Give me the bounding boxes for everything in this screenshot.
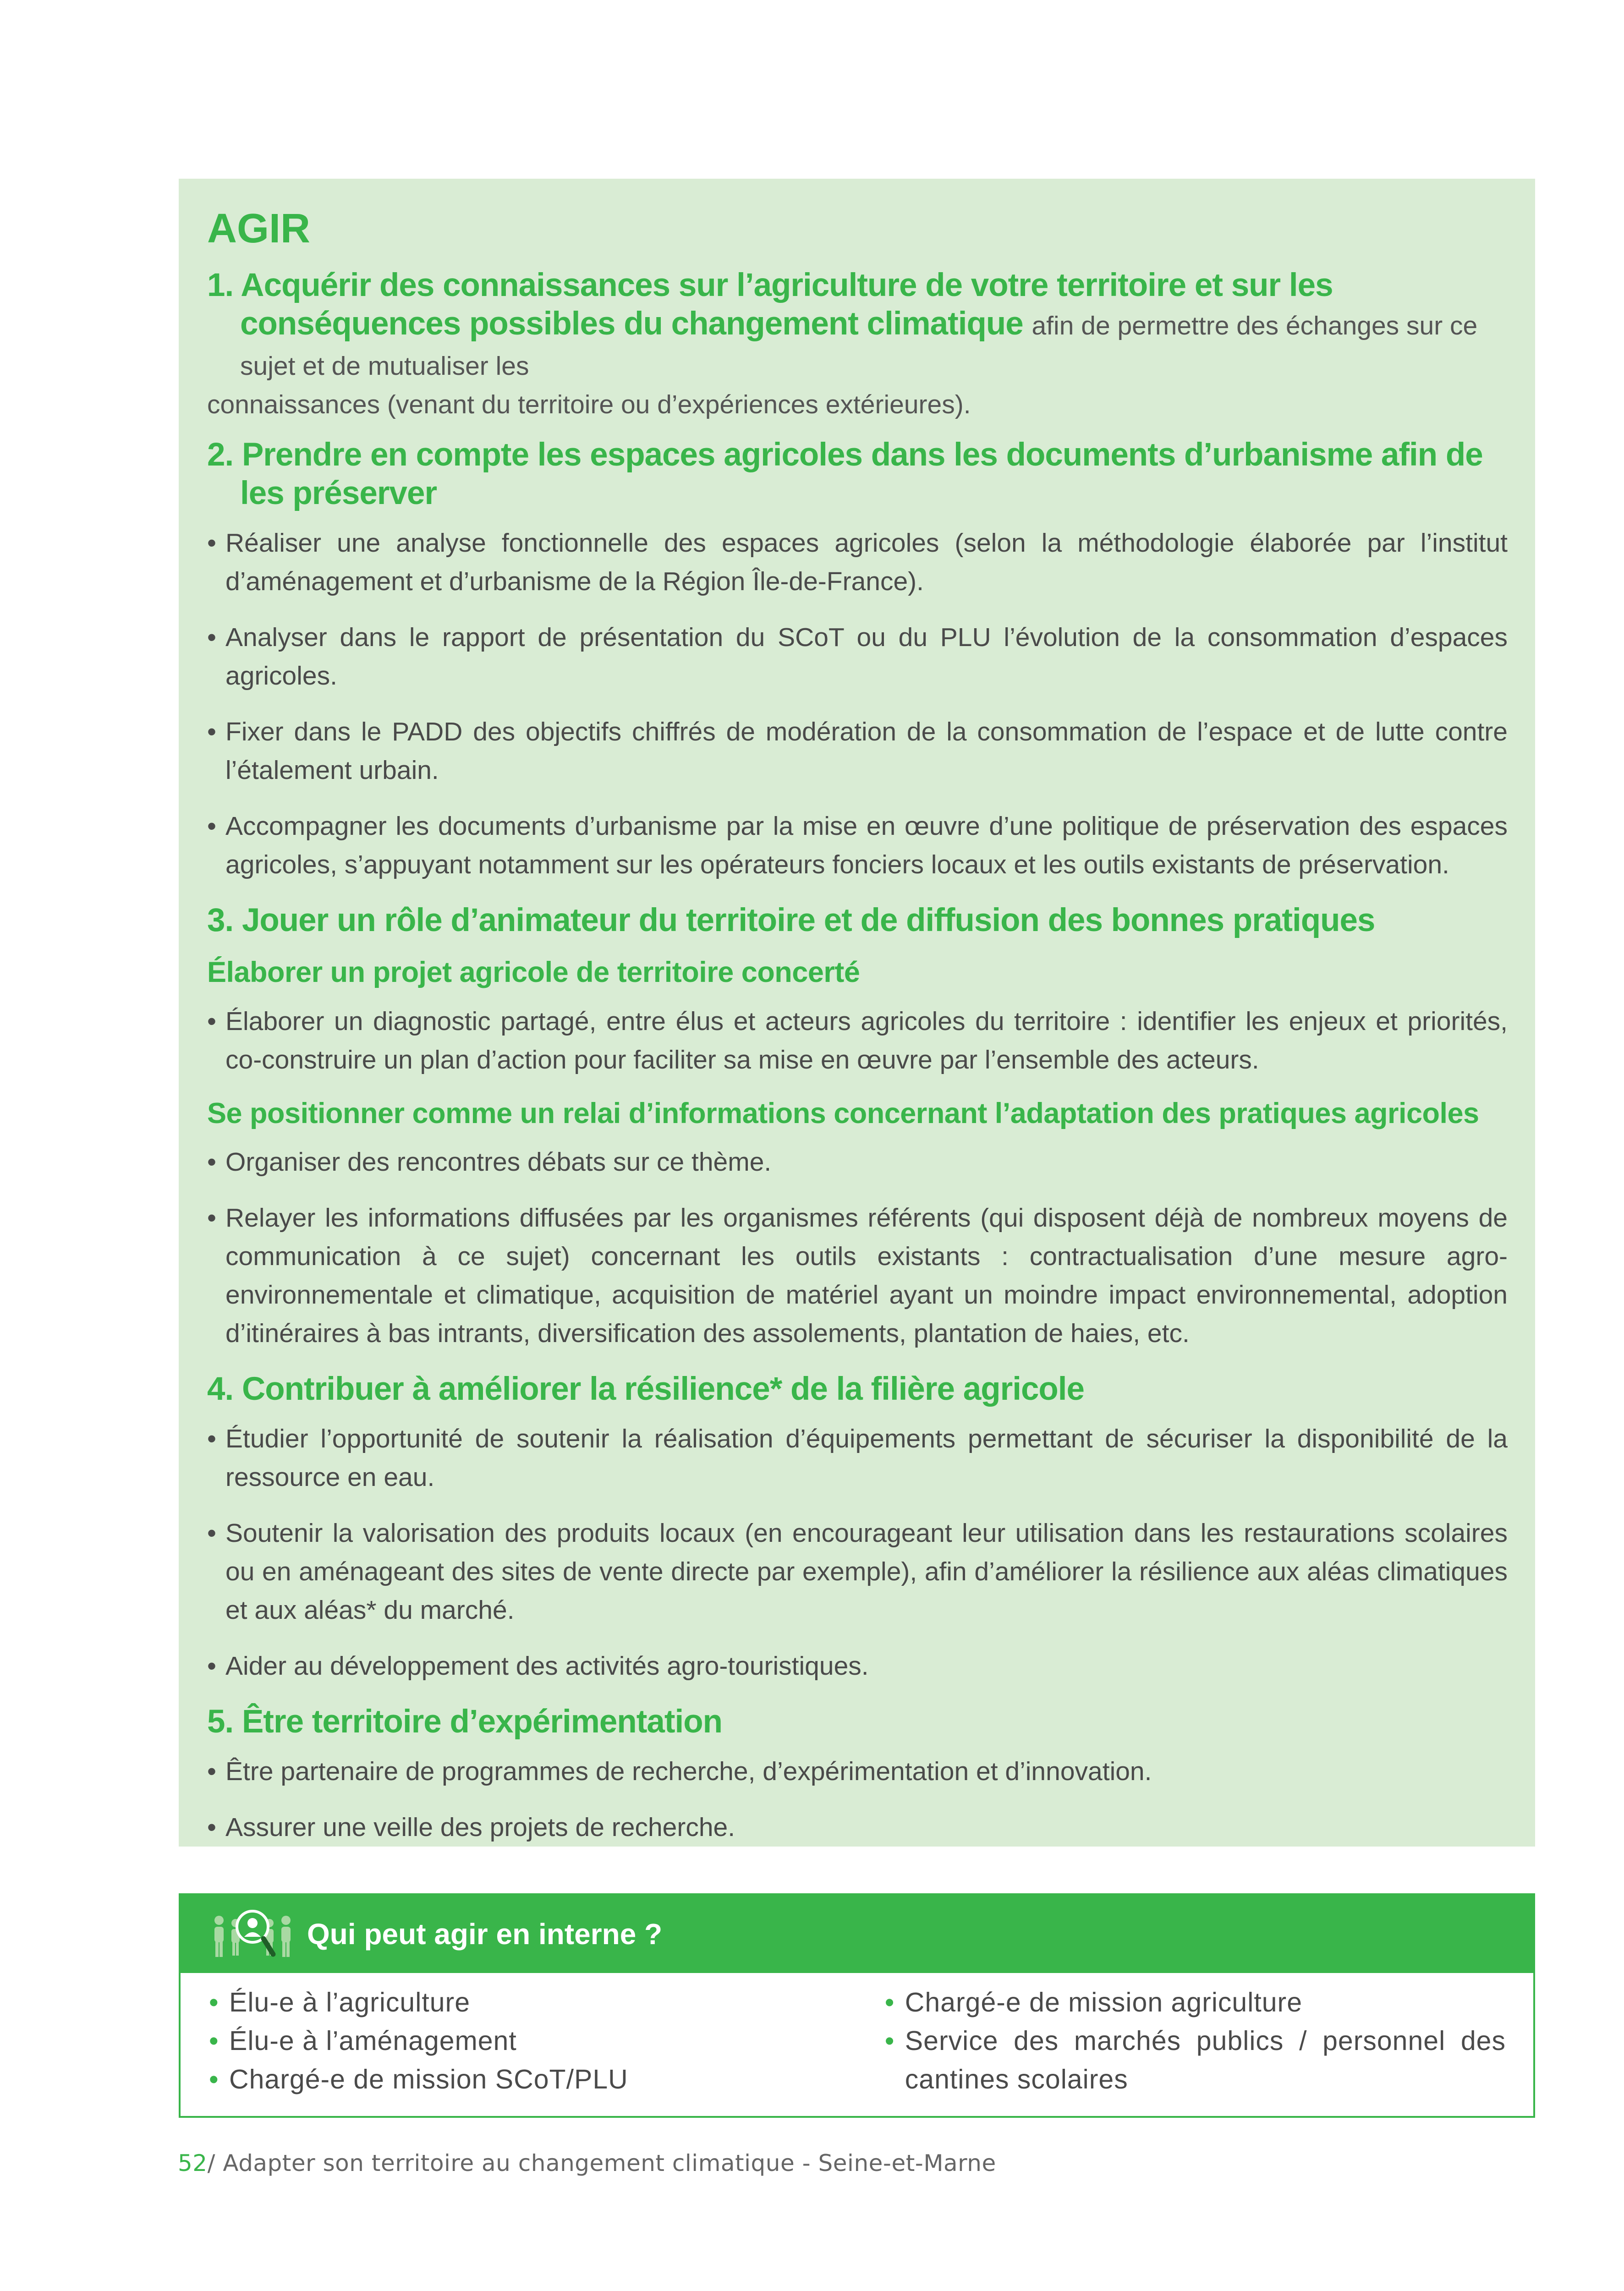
section-2-bullet: • Réaliser une analyse fonctionnelle des espaces agricoles (selon la méthodologie élaborée par l’institut d’aménagement et d’urbanisme de la Région Île-de-France). (207, 524, 1508, 601)
section-4-bullet: • Aider au développement des activités agro-touristiques. (207, 1647, 1508, 1685)
section-5-heading: 5. Être territoire d’expérimentation (207, 1704, 722, 1740)
section-4-bullet: • Étudier l’opportunité de soutenir la réalisation d’équipements permettant de sécuriser la disponibilité de la ressource en eau. (207, 1420, 1508, 1496)
section-1-cont: connaissances (venant du territoire ou d’expériences extérieures). (207, 390, 971, 419)
qui-peut-agir-box (179, 1893, 1535, 2118)
qui-item: • Chargé-e de mission agriculture (885, 1983, 1506, 2022)
section-1-rest: afin de permettre des échanges sur ce sujet et de mutualiser les (240, 311, 1478, 381)
qui-item: • Service des marchés publics / personnel des cantines scolaires (885, 2022, 1506, 2099)
section-2-bullet: • Accompagner les documents d’urbanisme par la mise en œuvre d’une politique de préservation des espaces agricoles, s’appuyant notamment sur les opérateurs fonciers locaux et les outils existants de préservation. (207, 807, 1508, 884)
agir-title: AGIR (207, 206, 310, 252)
agir-panel (179, 179, 1535, 1847)
section-1-heading (207, 266, 1508, 424)
section-5-bullet: • Être partenaire de programmes de recherche, d’expérimentation et d’innovation. (207, 1752, 1508, 1791)
section-1-heading-text: 1. Acquérir des connaissances sur l’agriculture de votre territoire et sur les conséquences possibles du changement climatique (207, 267, 1333, 342)
section-2-heading: 2. Prendre en compte les espaces agricoles dans les documents d’urbanisme afin de les préserver (207, 437, 1483, 511)
section-2-bullet: • Analyser dans le rapport de présentation du SCoT ou du PLU l’évolution de la consommation d’espaces agricoles. (207, 618, 1508, 695)
section-3-subheading-1: Élaborer un projet agricole de territoire concerté (207, 956, 860, 988)
people-magnifier-icon (209, 1907, 296, 1962)
qui-header (181, 1895, 1533, 1973)
section-3-bullet: • Relayer les informations diffusées par les organismes référents (qui disposent déjà de nombreux moyens de communication à ce sujet) concernant les outils existants : contractualisation d’une mesure agro-environnementale et climatique, acquisition de matériel ayant un moindre impact environnemental, adoption d’itinéraires à bas intrants, diversification des assolements, plantation de haies, etc. (207, 1199, 1508, 1353)
qui-item: • Élu-e à l’aménagement (209, 2022, 885, 2060)
qui-column-left (209, 1983, 885, 2099)
qui-item: • Chargé-e de mission SCoT/PLU (209, 2060, 885, 2099)
qui-title: Qui peut agir en interne ? (307, 1918, 663, 1951)
section-2-bullet: • Fixer dans le PADD des objectifs chiffrés de modération de la consommation de l’espace et de lutte contre l’étalement urbain. (207, 713, 1508, 789)
section-3-subheading-2: Se positionner comme un relai d’informations concernant l’adaptation des pratiques agricoles (207, 1097, 1479, 1129)
footer-text: / Adapter son territoire au changement climatique - Seine-et-Marne (207, 2150, 996, 2176)
section-3-bullet: • Organiser des rencontres débats sur ce thème. (207, 1143, 1508, 1181)
section-3-heading: 3. Jouer un rôle d’animateur du territoire et de diffusion des bonnes pratiques (207, 902, 1375, 938)
section-5-bullet: • Assurer une veille des projets de recherche. (207, 1808, 1508, 1847)
section-4-heading: 4. Contribuer à améliorer la résilience* de la filière agricole (207, 1371, 1085, 1408)
qui-columns (181, 1973, 1533, 2099)
section-3-bullet: • Élaborer un diagnostic partagé, entre élus et acteurs agricoles du territoire : identifier les enjeux et priorités, co-construire un plan d’action pour faciliter sa mise en œuvre par l’ensemble des acteurs. (207, 1002, 1508, 1079)
qui-column-right (885, 1983, 1506, 2099)
qui-item: • Élu-e à l’agriculture (209, 1983, 885, 2022)
page-footer (178, 2150, 996, 2176)
section-4-bullet: • Soutenir la valorisation des produits locaux (en encourageant leur utilisation dans les restaurations scolaires ou en aménageant des sites de vente directe par exemple), afin d’améliorer la résilience aux aléas climatiques et aux aléas* du marché. (207, 1514, 1508, 1629)
page-number: 52 (178, 2150, 208, 2176)
